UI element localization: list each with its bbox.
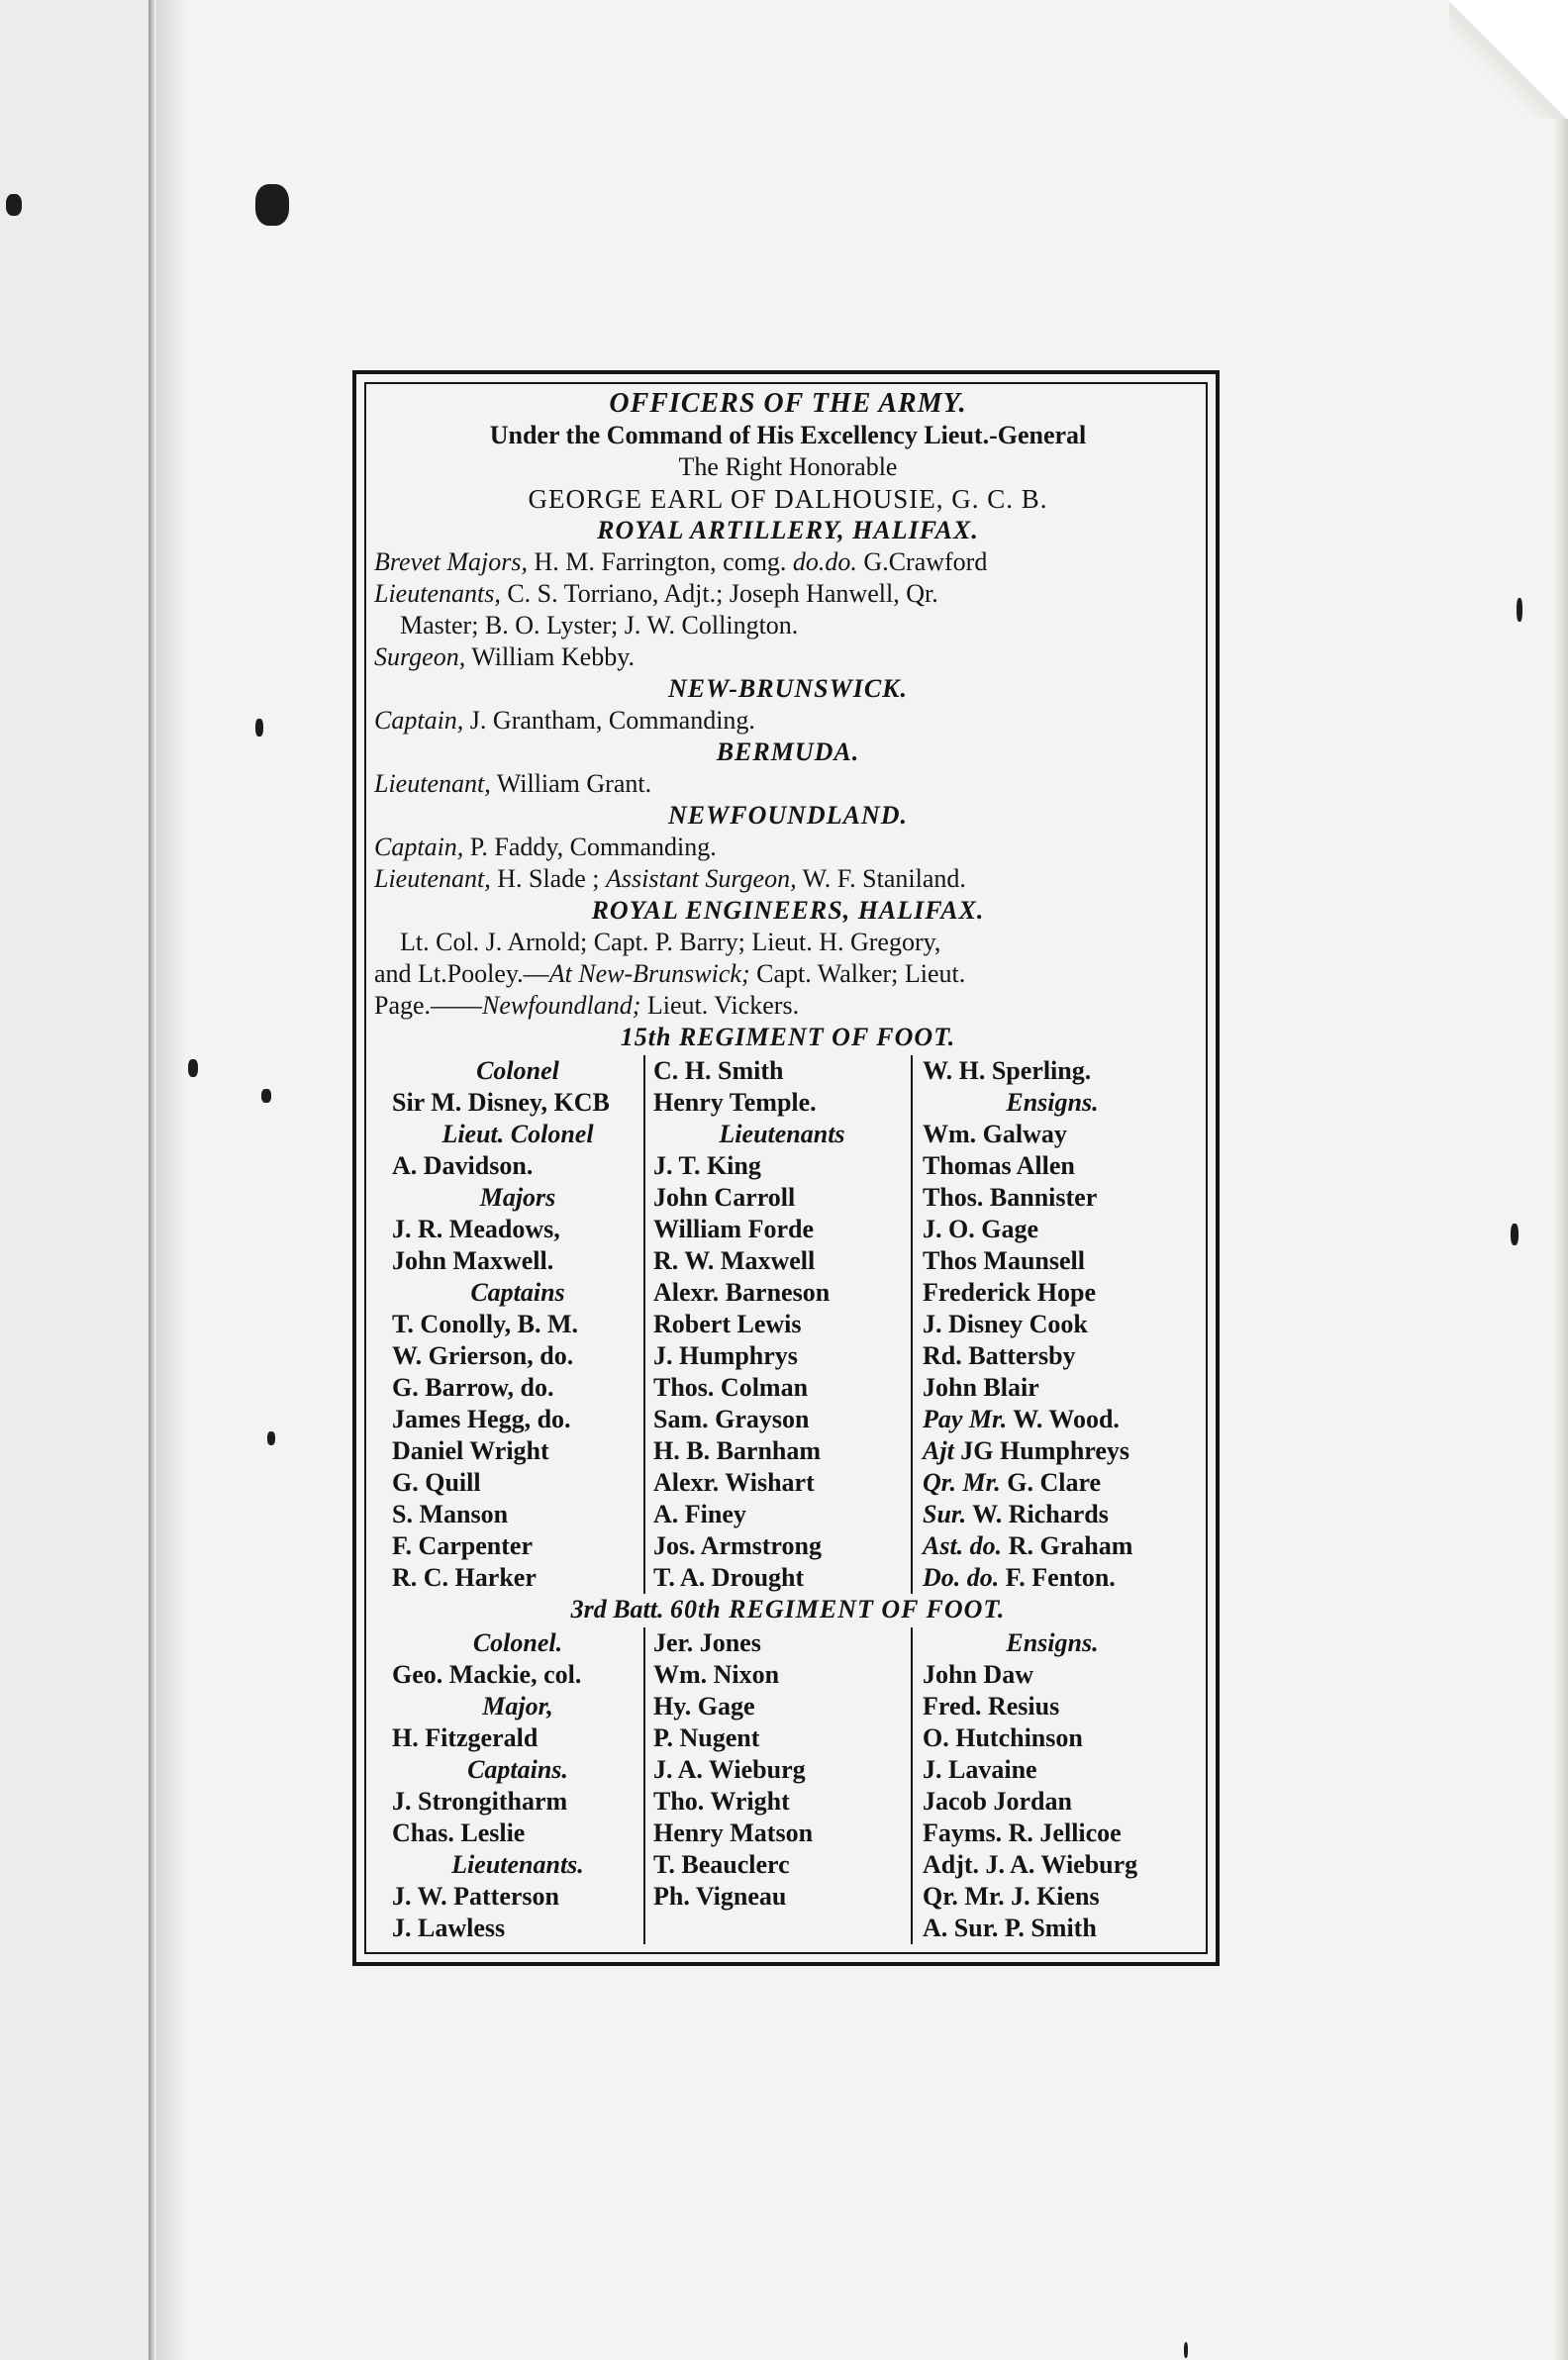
officer-entry: Thomas Allen — [923, 1151, 1075, 1180]
officer-entry: F. Carpenter — [392, 1531, 534, 1560]
engineers-line-2a: and Lt.Pooley.— — [374, 959, 549, 988]
officer-entry: T. A. Drought — [653, 1563, 805, 1592]
artillery-lieutenants-continued: Master; B. O. Lyster; J. W. Collington. — [400, 611, 799, 639]
officer-entry: T. Conolly, B. M. — [392, 1310, 579, 1338]
rank-heading: Ensigns. — [1006, 1088, 1099, 1117]
officer-name: R. Graham — [1002, 1531, 1133, 1560]
brevet-dodo: do.do. — [792, 547, 857, 576]
officer-entry: A. Davidson. — [392, 1151, 534, 1180]
officer-title: Sur. — [923, 1500, 967, 1528]
newfoundland-lieutenant-line — [374, 863, 1202, 895]
ink-speck — [267, 1431, 275, 1445]
page-title: OFFICERS OF THE ARMY. — [609, 388, 967, 419]
new-brunswick-heading: NEW-BRUNSWICK. — [667, 674, 909, 703]
regiment-15-column-1 — [374, 1055, 643, 1594]
rank-heading: Colonel — [476, 1056, 559, 1085]
nf-asst-surgeon-text: W. F. Staniland. — [802, 864, 966, 893]
artillery-heading: ROYAL ARTILLERY, HALIFAX. — [597, 516, 979, 544]
officer-entry: Henry Temple. — [653, 1088, 817, 1117]
ink-speck — [1184, 2342, 1188, 2358]
nf-captain-text: P. Faddy, Commanding. — [469, 833, 717, 861]
rank-heading: Majors — [479, 1183, 556, 1212]
rank-heading: Captains — [470, 1278, 565, 1307]
officer-entry: Chas. Leslie — [392, 1819, 526, 1847]
officer-entry: Henry Matson — [653, 1819, 814, 1847]
officer-entry: Hy. Gage — [653, 1692, 755, 1721]
officer-entry: Rd. Battersby — [923, 1341, 1076, 1370]
officer-title: Do. do. — [923, 1563, 1000, 1592]
officers-list-frame — [352, 370, 1220, 1966]
ink-speck — [188, 1059, 198, 1077]
rank-heading: Captains. — [467, 1755, 568, 1784]
nf-lieutenant-text: H. Slade ; — [497, 864, 600, 893]
officer-entry — [923, 1562, 1182, 1594]
officer-name: W. Wood. — [1007, 1405, 1120, 1433]
page-gutter-shadow — [156, 0, 186, 2360]
officer-entry: A. Finey — [653, 1500, 746, 1528]
officer-name: F. Fenton. — [999, 1563, 1116, 1592]
officer-entry: Ph. Vigneau — [653, 1882, 787, 1911]
brevet-text: H. M. Farrington, comg. — [534, 547, 787, 576]
officer-entry: Thos. Bannister — [923, 1183, 1098, 1212]
officer-title: Ast. do. — [923, 1531, 1003, 1560]
rank-heading: Lieut. Colonel — [441, 1120, 594, 1148]
officer-entry: John Maxwell. — [392, 1246, 554, 1275]
surgeon-text: William Kebby. — [471, 642, 636, 671]
bermuda-lieutenant-line — [374, 768, 1202, 800]
ink-speck — [255, 719, 263, 737]
officer-entry: James Hegg, do. — [392, 1405, 571, 1433]
rank-heading: Major, — [482, 1692, 553, 1721]
nb-captain-label: Captain, — [374, 706, 464, 735]
right-honorable-line: The Right Honorable — [678, 452, 898, 481]
officer-title: Ajt — [923, 1436, 954, 1465]
officer-entry: J. A. Wieburg — [653, 1755, 806, 1784]
officer-entry: Sir M. Disney, KCB — [392, 1088, 610, 1117]
ink-speck — [1511, 1224, 1519, 1245]
new-brunswick-captain-line — [374, 705, 1202, 737]
officer-entry: John Daw — [923, 1660, 1033, 1689]
officer-entry: S. Manson — [392, 1500, 509, 1528]
regiment-15-column-2 — [643, 1055, 911, 1594]
officer-entry: Fayms. R. Jellicoe — [923, 1819, 1122, 1847]
page-fold-line — [148, 0, 154, 2360]
facing-page-edge — [0, 0, 160, 2360]
lieutenants-text: C. S. Torriano, Adjt.; Joseph Hanwell, Qr. — [507, 579, 938, 608]
officer-entry: J. R. Meadows, — [392, 1215, 560, 1243]
officer-entry: Fred. Resius — [923, 1692, 1060, 1721]
officer-entry: William Forde — [653, 1215, 815, 1243]
under-command-line: Under the Command of His Excellency Lieut.-General — [489, 421, 1087, 449]
officer-entry: Robert Lewis — [653, 1310, 802, 1338]
officer-entry: O. Hutchinson — [923, 1723, 1083, 1752]
lieutenants-label: Lieutenants, — [374, 579, 501, 608]
officer-entry: C. H. Smith — [653, 1056, 784, 1085]
officer-entry — [923, 1435, 1182, 1467]
officer-title: Qr. Mr. — [923, 1468, 1001, 1497]
surgeon-label: Surgeon, — [374, 642, 466, 671]
regiment-15-heading: 15th REGIMENT OF FOOT. — [620, 1023, 956, 1051]
nf-captain-label: Captain, — [374, 833, 464, 861]
officer-entry — [923, 1404, 1182, 1435]
officer-entry: R. W. Maxwell — [653, 1246, 816, 1275]
officer-entry — [923, 1530, 1182, 1562]
officer-entry: J. Humphrys — [653, 1341, 798, 1370]
ink-speck — [261, 1089, 271, 1103]
officer-entry: Qr. Mr. J. Kiens — [923, 1882, 1100, 1911]
regiment-15-column-3 — [911, 1055, 1182, 1594]
artillery-lieutenants-line — [374, 578, 1202, 610]
right-page-edge — [1554, 0, 1568, 2360]
officer-entry: H. B. Barnham — [653, 1436, 822, 1465]
officer-entry: W. H. Sperling. — [923, 1056, 1092, 1085]
officer-entry: J. Lavaine — [923, 1755, 1037, 1784]
officers-list — [374, 388, 1202, 1944]
officer-entry: Jacob Jordan — [923, 1787, 1072, 1816]
officer-entry: Sam. Grayson — [653, 1405, 810, 1433]
officer-entry: Alexr. Barneson — [653, 1278, 831, 1307]
officer-entry: W. Grierson, do. — [392, 1341, 574, 1370]
officer-entry: Frederick Hope — [923, 1278, 1096, 1307]
regiment-60-batt: 3rd Batt. — [570, 1595, 664, 1623]
artillery-brevet-line — [374, 546, 1202, 578]
nf-asst-surgeon-label: Assistant Surgeon, — [605, 864, 797, 893]
officer-entry: J. Disney Cook — [923, 1310, 1088, 1338]
officer-name: JG Humphreys — [953, 1436, 1130, 1465]
regiment-60-column-1 — [374, 1627, 643, 1944]
regiment-60-heading — [374, 1594, 1202, 1625]
officer-entry: John Blair — [923, 1373, 1039, 1402]
artillery-surgeon-line — [374, 641, 1202, 673]
brevet-label: Brevet Majors, — [374, 547, 528, 576]
folded-corner — [1449, 0, 1568, 119]
officer-entry: J. W. Patterson — [392, 1882, 559, 1911]
officer-entry: J. T. King — [653, 1151, 761, 1180]
officer-entry: G. Barrow, do. — [392, 1373, 554, 1402]
officer-entry: Thos. Colman — [653, 1373, 809, 1402]
officer-entry: T. Beauclerc — [653, 1850, 790, 1879]
officer-name: G. Clare — [1000, 1468, 1102, 1497]
regiment-60-title: 60th REGIMENT OF FOOT. — [670, 1595, 1006, 1623]
engineers-line-3 — [374, 990, 1202, 1022]
officer-entry: P. Nugent — [653, 1723, 760, 1752]
engineers-line-3c: Lieut. Vickers. — [646, 991, 800, 1020]
rank-heading: Lieutenants. — [451, 1850, 584, 1879]
officer-entry: J. O. Gage — [923, 1215, 1038, 1243]
rank-heading: Lieutenants — [719, 1120, 845, 1148]
commander-name: GEORGE EARL OF DALHOUSIE, G. C. B. — [528, 484, 1048, 514]
engineers-heading: ROYAL ENGINEERS, HALIFAX. — [591, 896, 985, 925]
officer-entry: Tho. Wright — [653, 1787, 790, 1816]
nb-captain-text: J. Grantham, Commanding. — [469, 706, 755, 735]
officer-entry: John Carroll — [653, 1183, 796, 1212]
engineers-line-2b: At New-Brunswick; — [548, 959, 750, 988]
regiment-15-columns — [374, 1055, 1202, 1594]
bermuda-lieutenant-text: William Grant. — [496, 769, 652, 798]
regiment-60-column-3 — [911, 1627, 1182, 1944]
regiment-60-columns — [374, 1627, 1202, 1944]
officer-entry: Daniel Wright — [392, 1436, 549, 1465]
officer-entry: Jos. Armstrong — [653, 1531, 822, 1560]
officer-title: Pay Mr. — [923, 1405, 1008, 1433]
newfoundland-captain-line — [374, 832, 1202, 863]
officer-entry: Adjt. J. A. Wieburg — [923, 1850, 1138, 1879]
officer-entry: G. Quill — [392, 1468, 481, 1497]
bermuda-heading: BERMUDA. — [716, 738, 860, 766]
officer-entry: Geo. Mackie, col. — [392, 1660, 582, 1689]
rank-heading: Ensigns. — [1006, 1628, 1099, 1657]
engineers-line-2 — [374, 958, 1202, 990]
officer-entry: Thos Maunsell — [923, 1246, 1085, 1275]
rank-heading: Colonel. — [472, 1628, 563, 1657]
newfoundland-heading: NEWFOUNDLAND. — [668, 801, 908, 830]
officer-entry: J. Lawless — [392, 1914, 506, 1942]
officer-name: W. Richards — [966, 1500, 1109, 1528]
officer-entry: J. Strongitharm — [392, 1787, 568, 1816]
engineers-line-1: Lt. Col. J. Arnold; Capt. P. Barry; Lieut. H. Gregory, — [400, 928, 941, 956]
nf-lieutenant-label: Lieutenant, — [374, 864, 491, 893]
officer-entry — [923, 1467, 1182, 1499]
engineers-line-3a: Page.—— — [374, 991, 483, 1020]
ink-speck — [6, 194, 22, 216]
brevet-text-2: G.Crawford — [863, 547, 988, 576]
officer-entry — [923, 1499, 1182, 1530]
officer-entry: H. Fitzgerald — [392, 1723, 539, 1752]
officer-entry: Jer. Jones — [653, 1628, 761, 1657]
bermuda-lieutenant-label: Lieutenant, — [374, 769, 491, 798]
officer-entry: Alexr. Wishart — [653, 1468, 815, 1497]
engineers-line-2c: Capt. Walker; Lieut. — [756, 959, 966, 988]
ink-speck — [1517, 598, 1522, 622]
officer-entry: R. C. Harker — [392, 1563, 537, 1592]
officer-entry: Wm. Nixon — [653, 1660, 780, 1689]
engineers-line-3b: Newfoundland; — [482, 991, 641, 1020]
ink-speck — [255, 184, 289, 226]
officer-entry: Wm. Galway — [923, 1120, 1067, 1148]
officer-entry: A. Sur. P. Smith — [923, 1914, 1097, 1942]
regiment-60-column-2 — [643, 1627, 911, 1944]
